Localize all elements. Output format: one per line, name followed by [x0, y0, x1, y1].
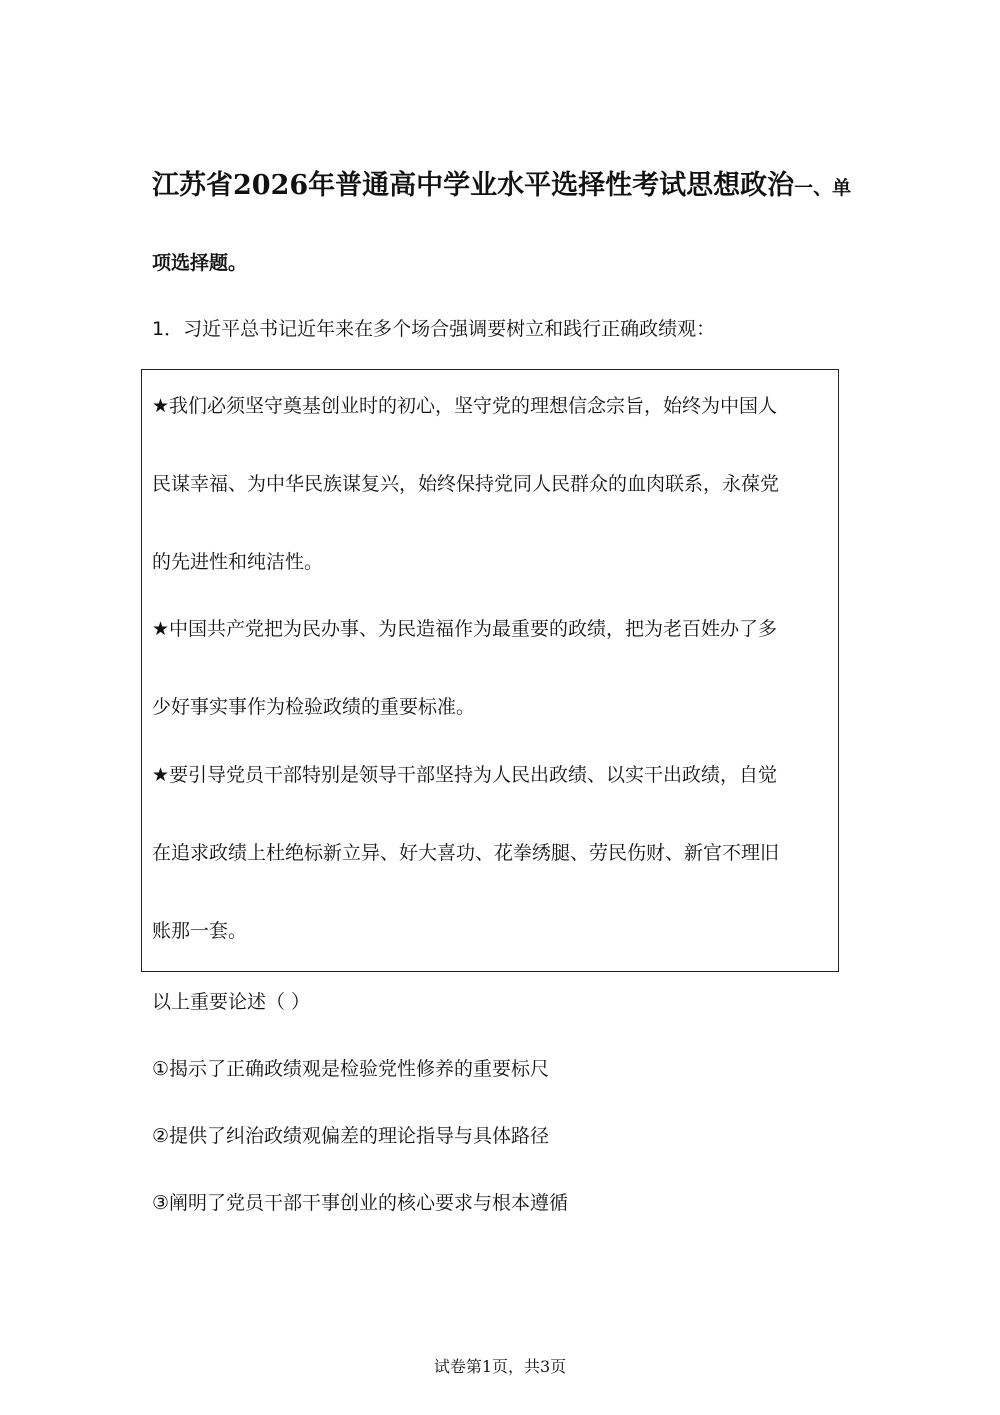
question-prompt: 以上重要论述（ ） [152, 991, 311, 1013]
material-line: 民谋幸福、为中华民族谋复兴，始终保持党同人民群众的血肉联系，永葆党 [152, 473, 780, 495]
option-item: ①揭示了正确政绩观是检验党性修养的重要标尺 [152, 1058, 550, 1080]
option-item: ③阐明了党员干部干事创业的核心要求与根本遵循 [152, 1192, 569, 1214]
page-footer: 试卷第1页，共3页 [433, 1357, 567, 1376]
material-line: 少好事实事作为检验政绩的重要标准。 [152, 696, 476, 718]
material-box [141, 369, 839, 972]
material-line: ★要引导党员干部特别是领导干部坚持为人民出政绩、以实干出政绩，自觉 [152, 764, 778, 786]
section-heading-start: 一、单 [794, 177, 852, 199]
option-item: ②提供了纠治政绩观偏差的理论指导与具体路径 [152, 1125, 550, 1147]
exam-title-text: 江苏省2026年普通高中学业水平选择性考试思想政治 [152, 170, 795, 201]
material-line: ★中国共产党把为民办事、为民造福作为最重要的政绩，把为老百姓办了多 [152, 618, 778, 640]
section-heading-end: 项选择题。 [152, 252, 248, 274]
question-1-stem: 1．习近平总书记近年来在多个场合强调要树立和践行正确政绩观： [152, 318, 716, 340]
exam-title [152, 166, 852, 208]
material-line: 在追求政绩上杜绝标新立异、好大喜功、花拳绣腿、劳民伤财、新官不理旧 [152, 842, 780, 864]
material-line: 的先进性和纯洁性。 [152, 551, 324, 573]
material-line: ★我们必须坚守奠基创业时的初心，坚守党的理想信念宗旨，始终为中国人 [152, 395, 778, 417]
material-line: 账那一套。 [152, 920, 248, 942]
